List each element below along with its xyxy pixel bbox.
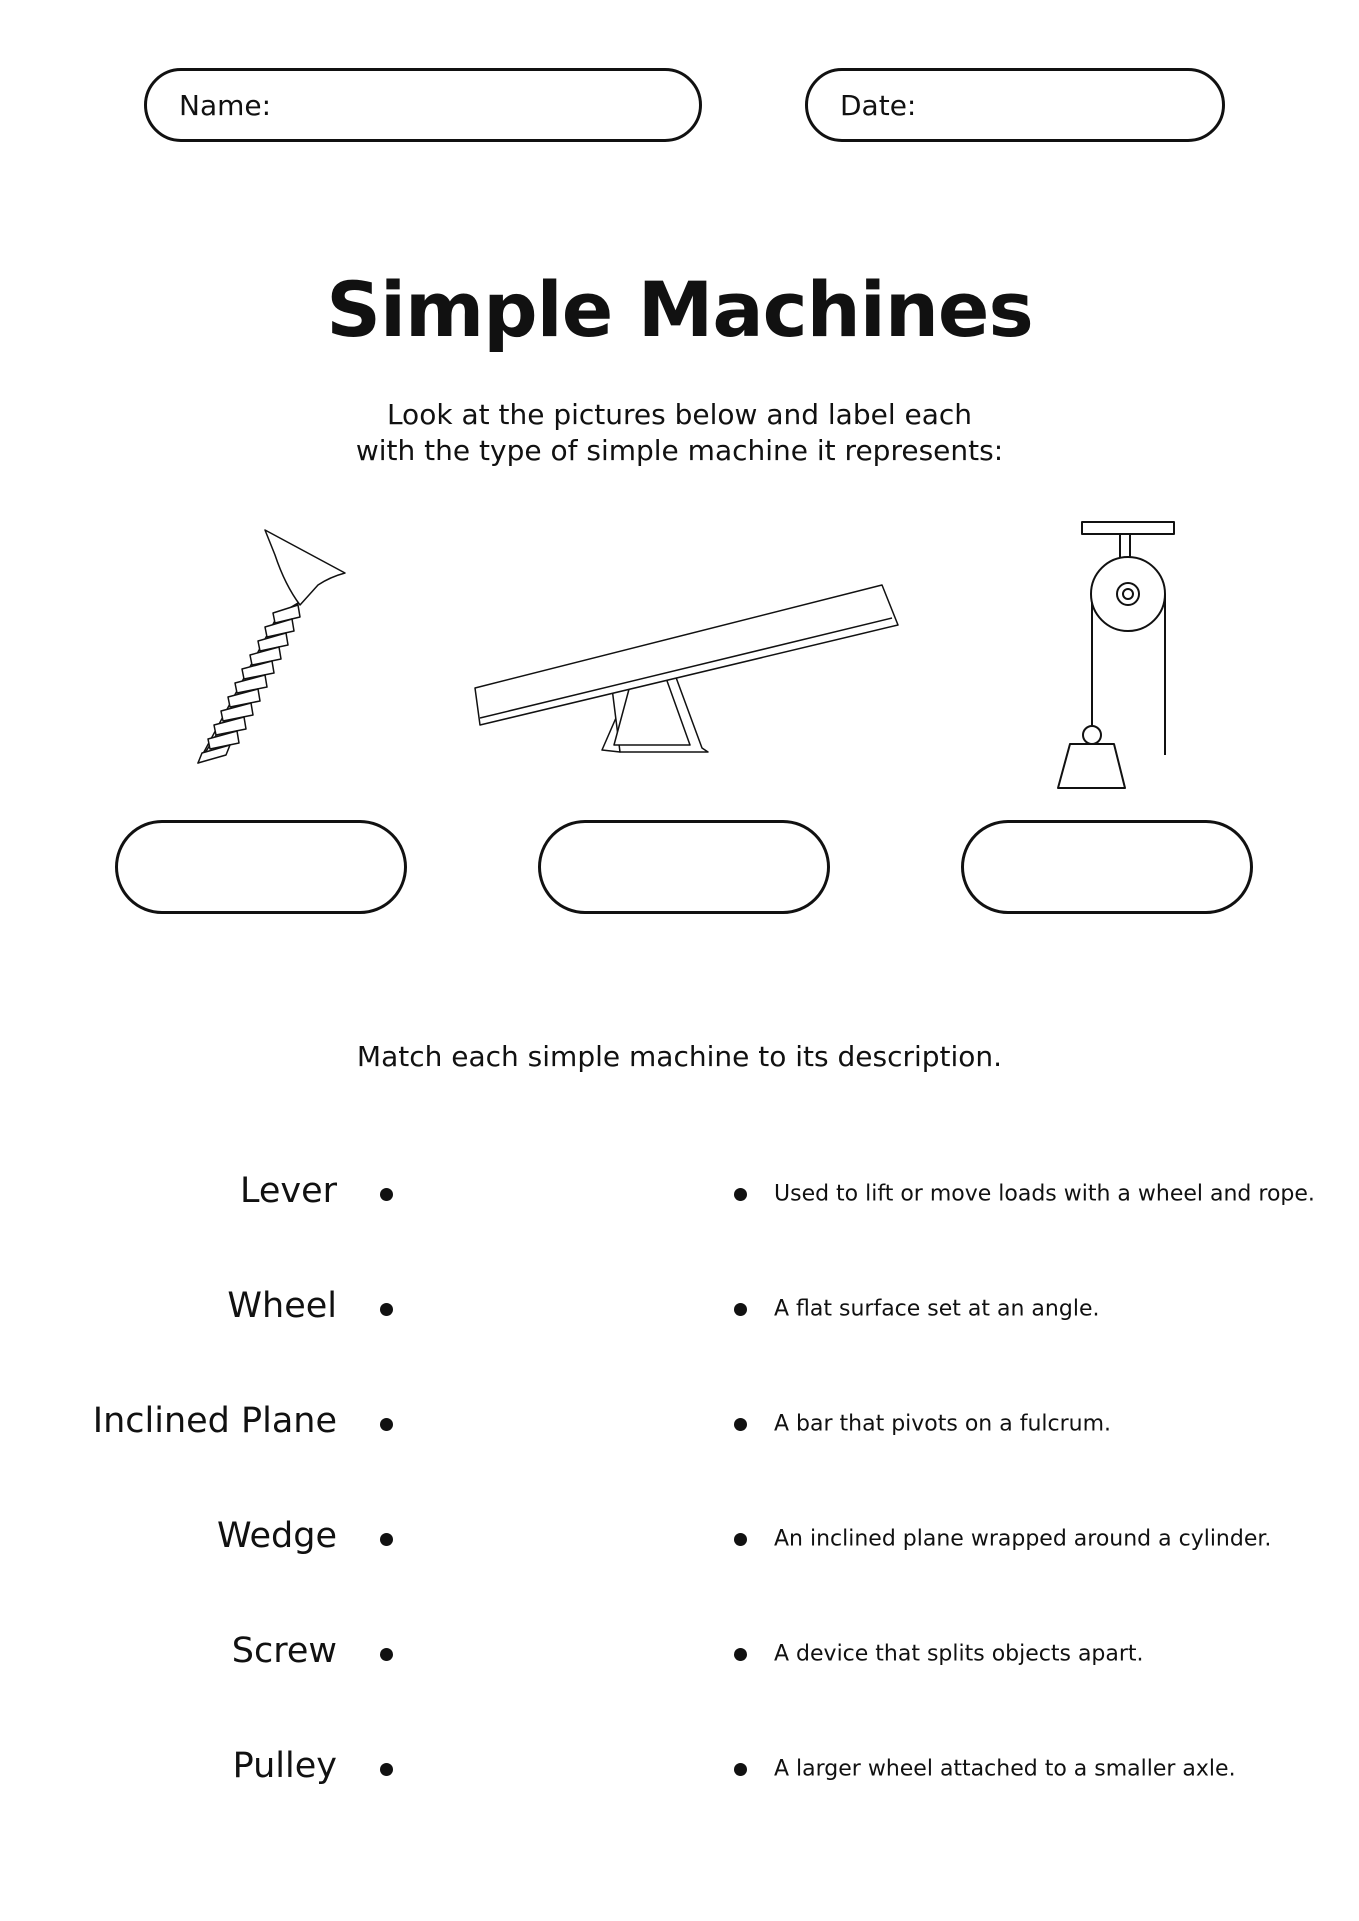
instruction-line-2: with the type of simple machine it represents: bbox=[355, 434, 1004, 467]
answer-box-pulley[interactable] bbox=[961, 820, 1253, 914]
description-dot[interactable] bbox=[734, 1303, 747, 1316]
description-5: A device that splits objects apart. bbox=[774, 1641, 1144, 1667]
date-field[interactable] bbox=[805, 68, 1225, 142]
lever-seesaw-icon bbox=[470, 580, 905, 755]
instructions bbox=[0, 397, 1359, 469]
term-dot[interactable] bbox=[380, 1533, 393, 1546]
description-1: Used to lift or move loads with a wheel and rope. bbox=[774, 1181, 1315, 1207]
term-dot[interactable] bbox=[380, 1418, 393, 1431]
page-title: Simple Machines bbox=[326, 265, 1033, 354]
pulley-icon bbox=[1050, 518, 1180, 793]
instruction-line-1: Look at the pictures below and label each bbox=[386, 398, 973, 431]
term-wedge: Wedge bbox=[216, 1516, 337, 1556]
term-pulley: Pulley bbox=[232, 1746, 337, 1786]
description-2: A flat surface set at an angle. bbox=[774, 1296, 1100, 1322]
term-lever: Lever bbox=[239, 1171, 337, 1211]
date-label: Date: bbox=[840, 88, 917, 122]
answer-box-screw[interactable] bbox=[115, 820, 407, 914]
term-dot[interactable] bbox=[380, 1763, 393, 1776]
screw-icon bbox=[180, 525, 355, 775]
name-field[interactable] bbox=[144, 68, 702, 142]
description-4: An inclined plane wrapped around a cylinder. bbox=[774, 1526, 1272, 1552]
description-dot[interactable] bbox=[734, 1533, 747, 1546]
term-inclined-plane: Inclined Plane bbox=[92, 1401, 337, 1441]
term-wheel: Wheel bbox=[227, 1286, 337, 1326]
description-dot[interactable] bbox=[734, 1418, 747, 1431]
term-dot[interactable] bbox=[380, 1303, 393, 1316]
description-dot[interactable] bbox=[734, 1648, 747, 1661]
term-dot[interactable] bbox=[380, 1648, 393, 1661]
answer-box-lever[interactable] bbox=[538, 820, 830, 914]
name-label: Name: bbox=[179, 88, 272, 122]
description-dot[interactable] bbox=[734, 1763, 747, 1776]
description-6: A larger wheel attached to a smaller axle. bbox=[774, 1756, 1236, 1782]
term-dot[interactable] bbox=[380, 1188, 393, 1201]
description-3: A bar that pivots on a fulcrum. bbox=[774, 1411, 1112, 1437]
term-screw: Screw bbox=[231, 1631, 337, 1671]
description-dot[interactable] bbox=[734, 1188, 747, 1201]
matching-heading: Match each simple machine to its description. bbox=[356, 1040, 1003, 1073]
